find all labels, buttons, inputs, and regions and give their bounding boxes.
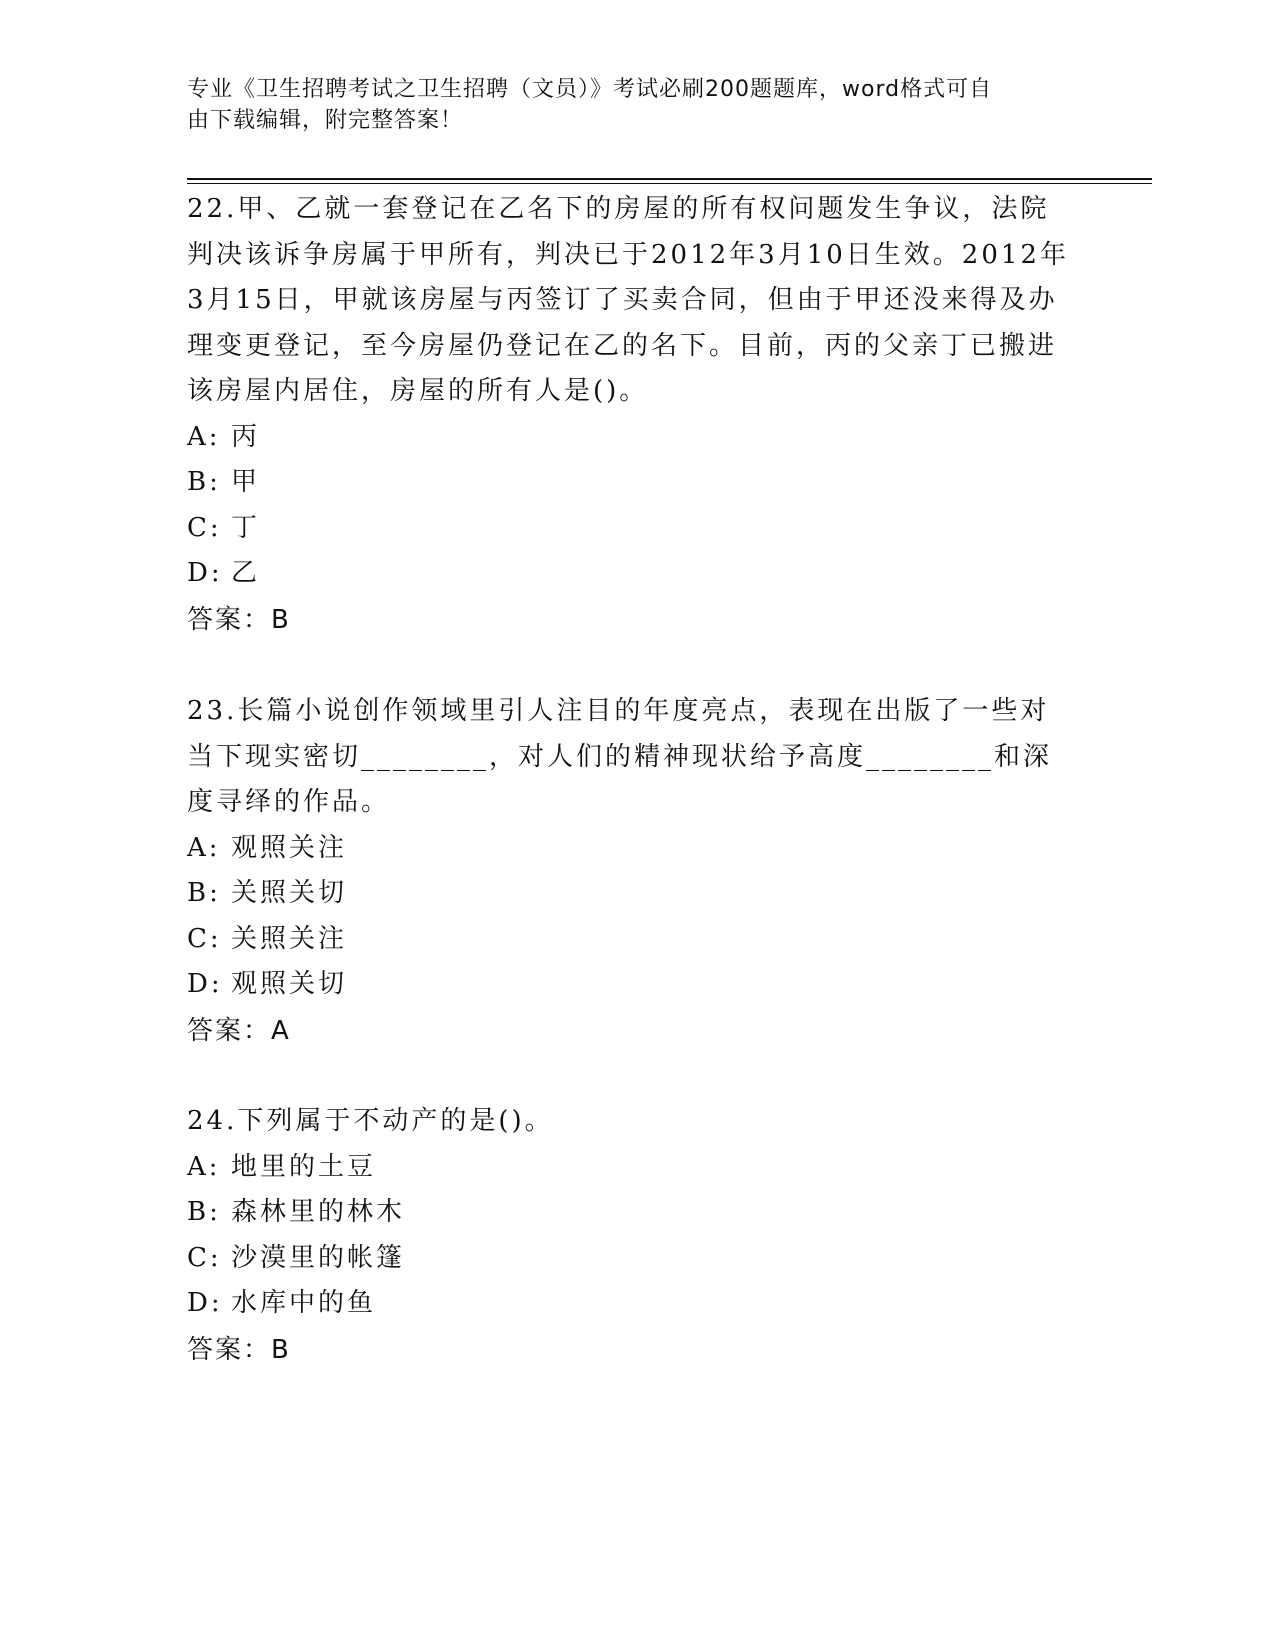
header-divider-thick bbox=[187, 178, 1152, 180]
option-letter: C: bbox=[187, 923, 222, 954]
option-b bbox=[187, 871, 1077, 917]
option-letter: D: bbox=[187, 1288, 223, 1318]
option-text: 丙 bbox=[231, 421, 261, 452]
option-letter: D: bbox=[187, 969, 223, 999]
option-d bbox=[187, 551, 1077, 597]
answer-line: 答案：A bbox=[187, 1015, 291, 1046]
question-stem: 23.长篇小说创作领域里引人注目的年度亮点，表现在出版了一些对当下现实密切________，对人们的精神现状给予高度________和深度寻绎的作品。 bbox=[187, 696, 1053, 817]
option-letter: A: bbox=[187, 832, 221, 863]
header-line-2: 由下载编辑，附完整答案！ bbox=[187, 108, 464, 133]
option-text: 乙 bbox=[231, 558, 261, 588]
option-c bbox=[187, 917, 1077, 963]
option-c bbox=[187, 1236, 1077, 1282]
option-text: 关照关注 bbox=[231, 923, 348, 954]
question-22 bbox=[187, 187, 1077, 643]
option-a bbox=[187, 415, 1077, 461]
option-b bbox=[187, 1190, 1077, 1236]
answer-line: 答案：B bbox=[187, 1334, 291, 1365]
option-letter: A: bbox=[187, 421, 221, 452]
option-text: 水库中的鱼 bbox=[231, 1288, 377, 1318]
option-d bbox=[187, 1281, 1077, 1327]
question-stem: 22.甲、乙就一套登记在乙名下的房屋的所有权问题发生争议，法院判决该诉争房属于甲所有，判决已于2012年3月10日生效。2012年3月15日，甲就该房屋与丙签订了买卖合同，但由于甲还没来得及办理变更登记，至今房屋仍登记在乙的名下。目前，丙的父亲丁已搬进该房屋内居住，房屋的所有人是()。 bbox=[187, 194, 1069, 406]
option-letter: A: bbox=[187, 1151, 221, 1182]
option-letter: D: bbox=[187, 558, 223, 588]
answer-line: 答案：B bbox=[187, 604, 291, 635]
option-text: 沙漠里的帐篷 bbox=[231, 1242, 406, 1273]
option-text: 关照关切 bbox=[231, 878, 348, 908]
question-23 bbox=[187, 689, 1077, 1054]
option-letter: C: bbox=[187, 1242, 222, 1273]
option-a bbox=[187, 1145, 1077, 1191]
option-b bbox=[187, 460, 1077, 506]
option-letter: B: bbox=[187, 467, 221, 497]
option-a bbox=[187, 826, 1077, 872]
document-header bbox=[187, 74, 1067, 136]
question-stem: 24.下列属于不动产的是()。 bbox=[187, 1106, 554, 1136]
question-24 bbox=[187, 1099, 1077, 1373]
option-text: 地里的土豆 bbox=[231, 1151, 377, 1182]
option-text: 甲 bbox=[231, 467, 261, 497]
option-text: 丁 bbox=[231, 512, 261, 543]
option-text: 森林里的林木 bbox=[231, 1197, 406, 1227]
header-divider-thin bbox=[187, 183, 1152, 184]
option-text: 观照关切 bbox=[231, 969, 348, 999]
header-line-1: 专业《卫生招聘考试之卫生招聘（文员）》考试必刷200题题库，word格式可自 bbox=[187, 77, 993, 102]
option-d bbox=[187, 962, 1077, 1008]
option-letter: C: bbox=[187, 512, 222, 543]
option-text: 观照关注 bbox=[231, 832, 348, 863]
option-letter: B: bbox=[187, 1197, 221, 1227]
option-letter: B: bbox=[187, 878, 221, 908]
option-c bbox=[187, 506, 1077, 552]
